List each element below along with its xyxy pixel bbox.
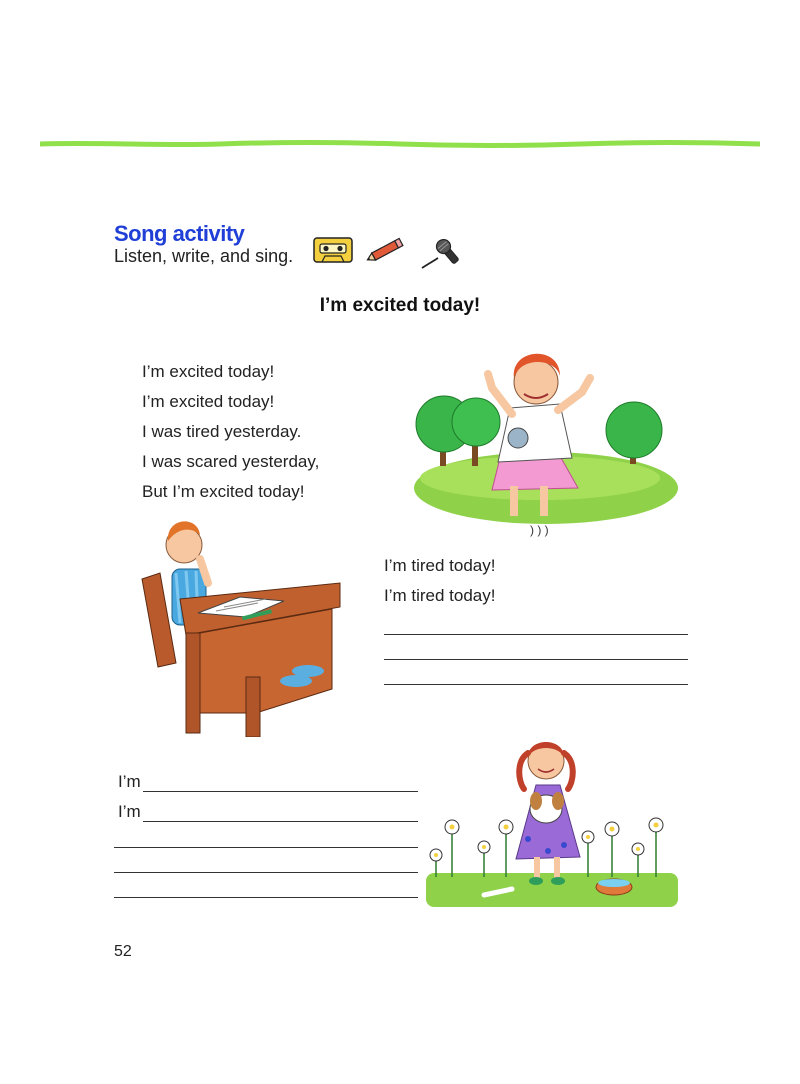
verse-3-prefix: I’m bbox=[118, 802, 141, 821]
page-number: 52 bbox=[114, 943, 132, 960]
verse-2 bbox=[384, 551, 496, 611]
writing-line[interactable] bbox=[114, 873, 418, 898]
song-title: I’m excited today! bbox=[319, 295, 481, 316]
writing-line[interactable] bbox=[384, 635, 688, 660]
svg-text:) ) ): ) ) ) bbox=[530, 523, 549, 537]
writing-line[interactable] bbox=[114, 848, 418, 873]
writing-line[interactable] bbox=[384, 660, 688, 685]
writing-line[interactable] bbox=[143, 767, 418, 792]
girl-with-puppy-illustration bbox=[424, 727, 680, 911]
lyric-line: I’m tired today! bbox=[384, 586, 496, 605]
pencil-icon bbox=[364, 234, 408, 266]
instruction-text: Listen, write, and sing. bbox=[114, 246, 294, 266]
verse-1 bbox=[142, 357, 319, 507]
section-title: Song activity bbox=[114, 221, 245, 246]
writing-line[interactable] bbox=[143, 797, 418, 822]
microphone-icon bbox=[418, 234, 466, 272]
lyric-line: I was tired yesterday. bbox=[142, 422, 302, 441]
cassette-icon bbox=[312, 234, 354, 266]
verse-2-blanks bbox=[384, 610, 688, 685]
writing-line[interactable] bbox=[384, 610, 688, 635]
verse-3 bbox=[118, 762, 418, 822]
lyric-line: But I’m excited today! bbox=[142, 482, 305, 501]
verse-3-prefix: I’m bbox=[118, 772, 141, 791]
green-divider bbox=[40, 138, 760, 150]
tired-boy-illustration bbox=[136, 513, 346, 737]
lyric-line: I was scared yesterday, bbox=[142, 452, 320, 471]
verse-3-blanks bbox=[114, 823, 418, 898]
excited-girl-illustration bbox=[410, 338, 682, 538]
writing-line[interactable] bbox=[114, 823, 418, 848]
lyric-line: I’m tired today! bbox=[384, 556, 496, 575]
lyric-line: I’m excited today! bbox=[142, 392, 275, 411]
lyric-line: I’m excited today! bbox=[142, 362, 275, 381]
